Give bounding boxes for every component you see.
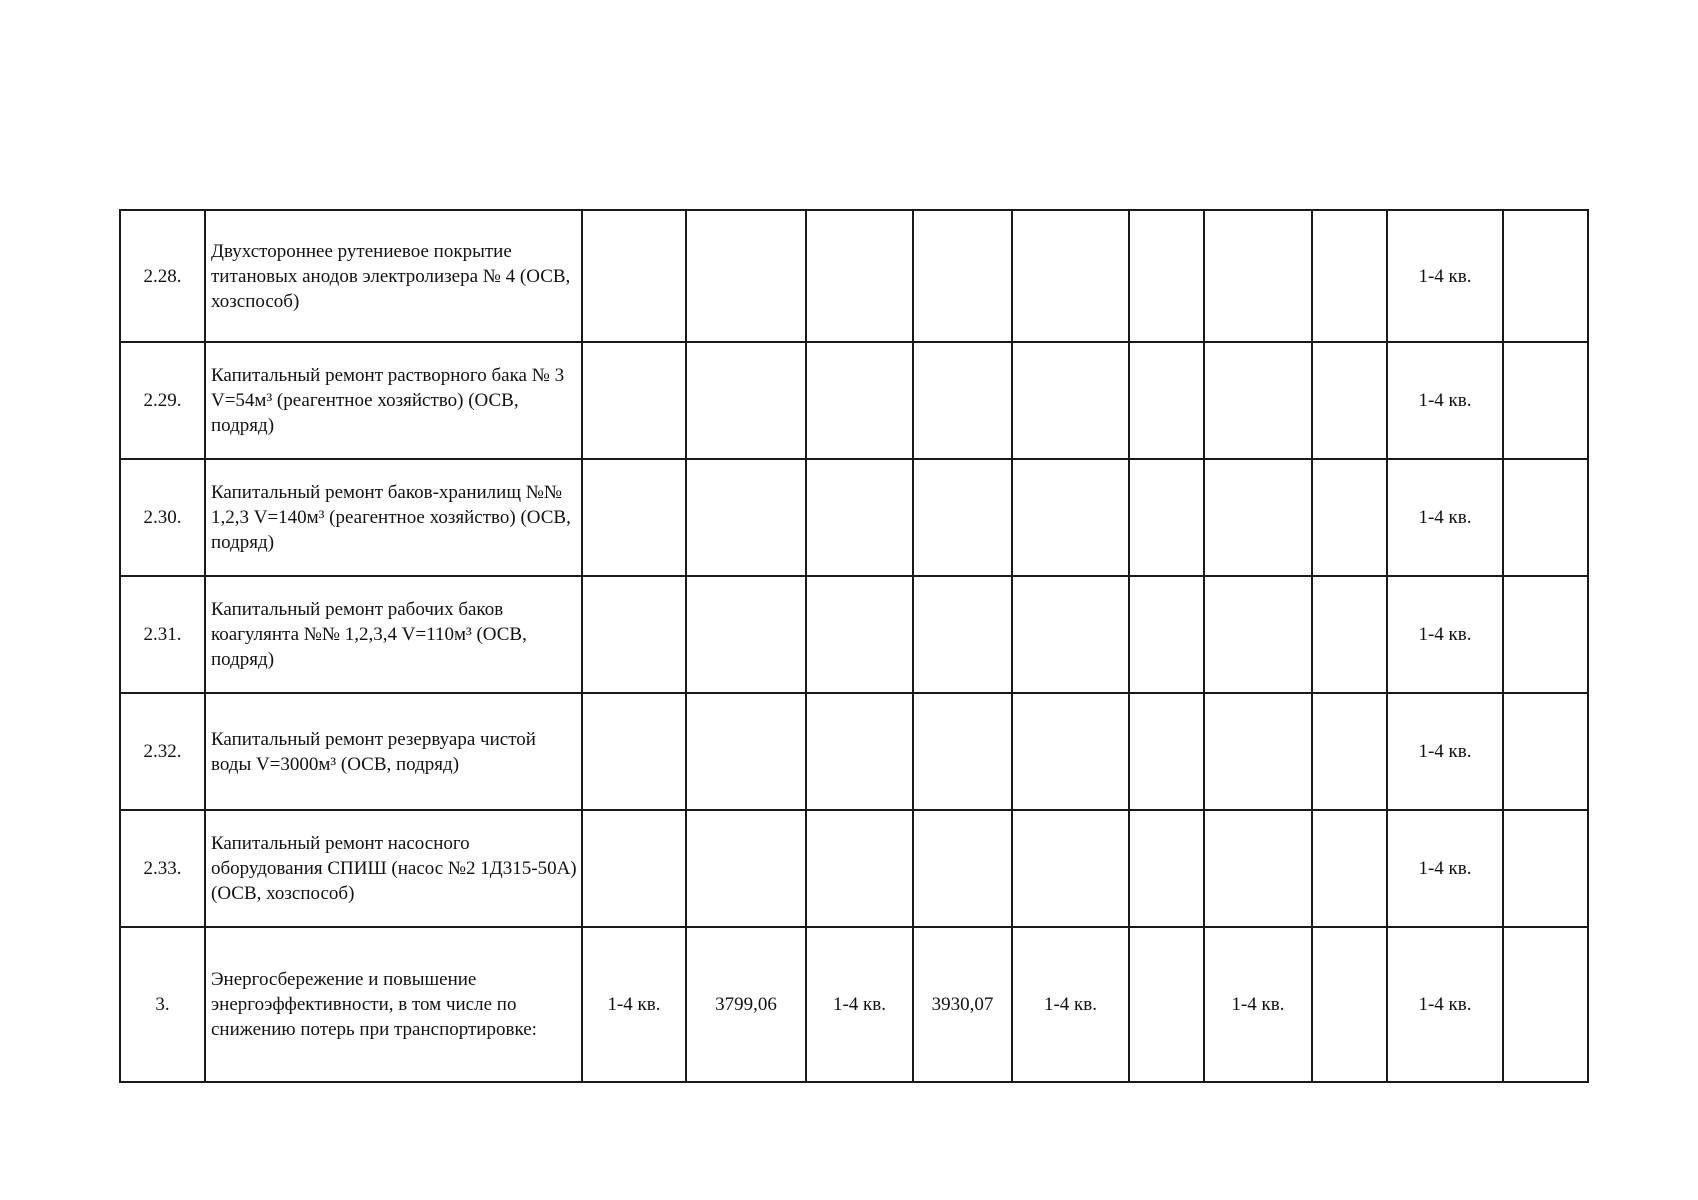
table-cell bbox=[686, 342, 806, 459]
row-description: Капитальный ремонт растворного бака № 3 V=54м³ (реагентное хозяйство) (ОСВ, подряд) bbox=[205, 342, 582, 459]
table-cell bbox=[1129, 576, 1204, 693]
table-cell bbox=[1503, 342, 1588, 459]
table-cell bbox=[913, 693, 1012, 810]
table-cell bbox=[1012, 693, 1129, 810]
row-description: Двухстороннее рутениевое покрытие титановых анодов электролизера № 4 (ОСВ, хозспособ) bbox=[205, 210, 582, 342]
table-cell bbox=[1129, 693, 1204, 810]
table-cell bbox=[582, 342, 686, 459]
table-cell bbox=[1312, 210, 1387, 342]
table-cell: 1-4 кв. bbox=[1387, 459, 1503, 576]
table-cell bbox=[1129, 342, 1204, 459]
table-cell bbox=[1503, 693, 1588, 810]
table-cell bbox=[1129, 210, 1204, 342]
row-number: 3. bbox=[120, 927, 205, 1082]
table-cell bbox=[1503, 459, 1588, 576]
table-cell: 1-4 кв. bbox=[806, 927, 913, 1082]
row-number: 2.32. bbox=[120, 693, 205, 810]
table-cell bbox=[582, 210, 686, 342]
row-number: 2.30. bbox=[120, 459, 205, 576]
table-cell bbox=[806, 810, 913, 927]
table-cell bbox=[1129, 810, 1204, 927]
table-cell bbox=[686, 459, 806, 576]
table-cell: 1-4 кв. bbox=[1012, 927, 1129, 1082]
table-cell bbox=[582, 459, 686, 576]
row-number: 2.29. bbox=[120, 342, 205, 459]
table-cell bbox=[1503, 810, 1588, 927]
table-cell bbox=[1204, 576, 1312, 693]
table-row bbox=[120, 342, 1588, 459]
table-cell: 1-4 кв. bbox=[582, 927, 686, 1082]
table-cell bbox=[1204, 810, 1312, 927]
table-cell bbox=[913, 210, 1012, 342]
work-plan-table bbox=[119, 209, 1589, 1083]
table-cell: 1-4 кв. bbox=[1387, 576, 1503, 693]
table-cell bbox=[913, 810, 1012, 927]
table-cell bbox=[582, 810, 686, 927]
table-cell bbox=[913, 342, 1012, 459]
table-cell bbox=[1012, 342, 1129, 459]
table-cell bbox=[1204, 693, 1312, 810]
table-row bbox=[120, 576, 1588, 693]
table-cell bbox=[1012, 459, 1129, 576]
table-cell: 1-4 кв. bbox=[1204, 927, 1312, 1082]
table-cell bbox=[806, 693, 913, 810]
row-description: Капитальный ремонт насосного оборудования СПИШ (насос №2 1Д315-50А) (ОСВ, хозспособ) bbox=[205, 810, 582, 927]
table-cell bbox=[582, 693, 686, 810]
table-cell bbox=[1129, 459, 1204, 576]
table-row bbox=[120, 459, 1588, 576]
table-cell: 1-4 кв. bbox=[1387, 342, 1503, 459]
table-row bbox=[120, 693, 1588, 810]
table-cell bbox=[1129, 927, 1204, 1082]
table-cell bbox=[913, 459, 1012, 576]
table-cell bbox=[582, 576, 686, 693]
table-cell bbox=[806, 576, 913, 693]
table-cell bbox=[1503, 576, 1588, 693]
table-cell bbox=[806, 342, 913, 459]
table-cell bbox=[806, 459, 913, 576]
table-cell bbox=[1312, 810, 1387, 927]
table-cell bbox=[1312, 576, 1387, 693]
table-cell bbox=[686, 210, 806, 342]
table-cell bbox=[1312, 927, 1387, 1082]
row-number: 2.28. bbox=[120, 210, 205, 342]
table-row bbox=[120, 210, 1588, 342]
row-description: Капитальный ремонт рабочих баков коагулянта №№ 1,2,3,4 V=110м³ (ОСВ, подряд) bbox=[205, 576, 582, 693]
table-cell bbox=[913, 576, 1012, 693]
table-cell bbox=[1012, 576, 1129, 693]
table-cell bbox=[1312, 693, 1387, 810]
table-row bbox=[120, 927, 1588, 1082]
table-cell bbox=[1204, 459, 1312, 576]
table-cell bbox=[686, 693, 806, 810]
row-number: 2.33. bbox=[120, 810, 205, 927]
table-body bbox=[120, 210, 1588, 1082]
table-cell bbox=[1312, 342, 1387, 459]
table-cell: 3930,07 bbox=[913, 927, 1012, 1082]
table-cell: 1-4 кв. bbox=[1387, 693, 1503, 810]
table-cell bbox=[686, 810, 806, 927]
table-cell bbox=[1503, 927, 1588, 1082]
row-description: Капитальный ремонт баков-хранилищ №№ 1,2,3 V=140м³ (реагентное хозяйство) (ОСВ, подряд) bbox=[205, 459, 582, 576]
row-number: 2.31. bbox=[120, 576, 205, 693]
table-cell: 1-4 кв. bbox=[1387, 810, 1503, 927]
table-cell bbox=[1204, 210, 1312, 342]
table-cell: 1-4 кв. bbox=[1387, 927, 1503, 1082]
table-cell bbox=[1012, 210, 1129, 342]
table-cell bbox=[686, 576, 806, 693]
table-cell bbox=[1204, 342, 1312, 459]
table-cell: 3799,06 bbox=[686, 927, 806, 1082]
table-row bbox=[120, 810, 1588, 927]
table-cell bbox=[1312, 459, 1387, 576]
table-cell: 1-4 кв. bbox=[1387, 210, 1503, 342]
row-description: Энергосбережение и повышение энергоэффективности, в том числе по снижению потерь при транспортировке: bbox=[205, 927, 582, 1082]
table-cell bbox=[1503, 210, 1588, 342]
table-cell bbox=[1012, 810, 1129, 927]
table-cell bbox=[806, 210, 913, 342]
row-description: Капитальный ремонт резервуара чистой воды V=3000м³ (ОСВ, подряд) bbox=[205, 693, 582, 810]
